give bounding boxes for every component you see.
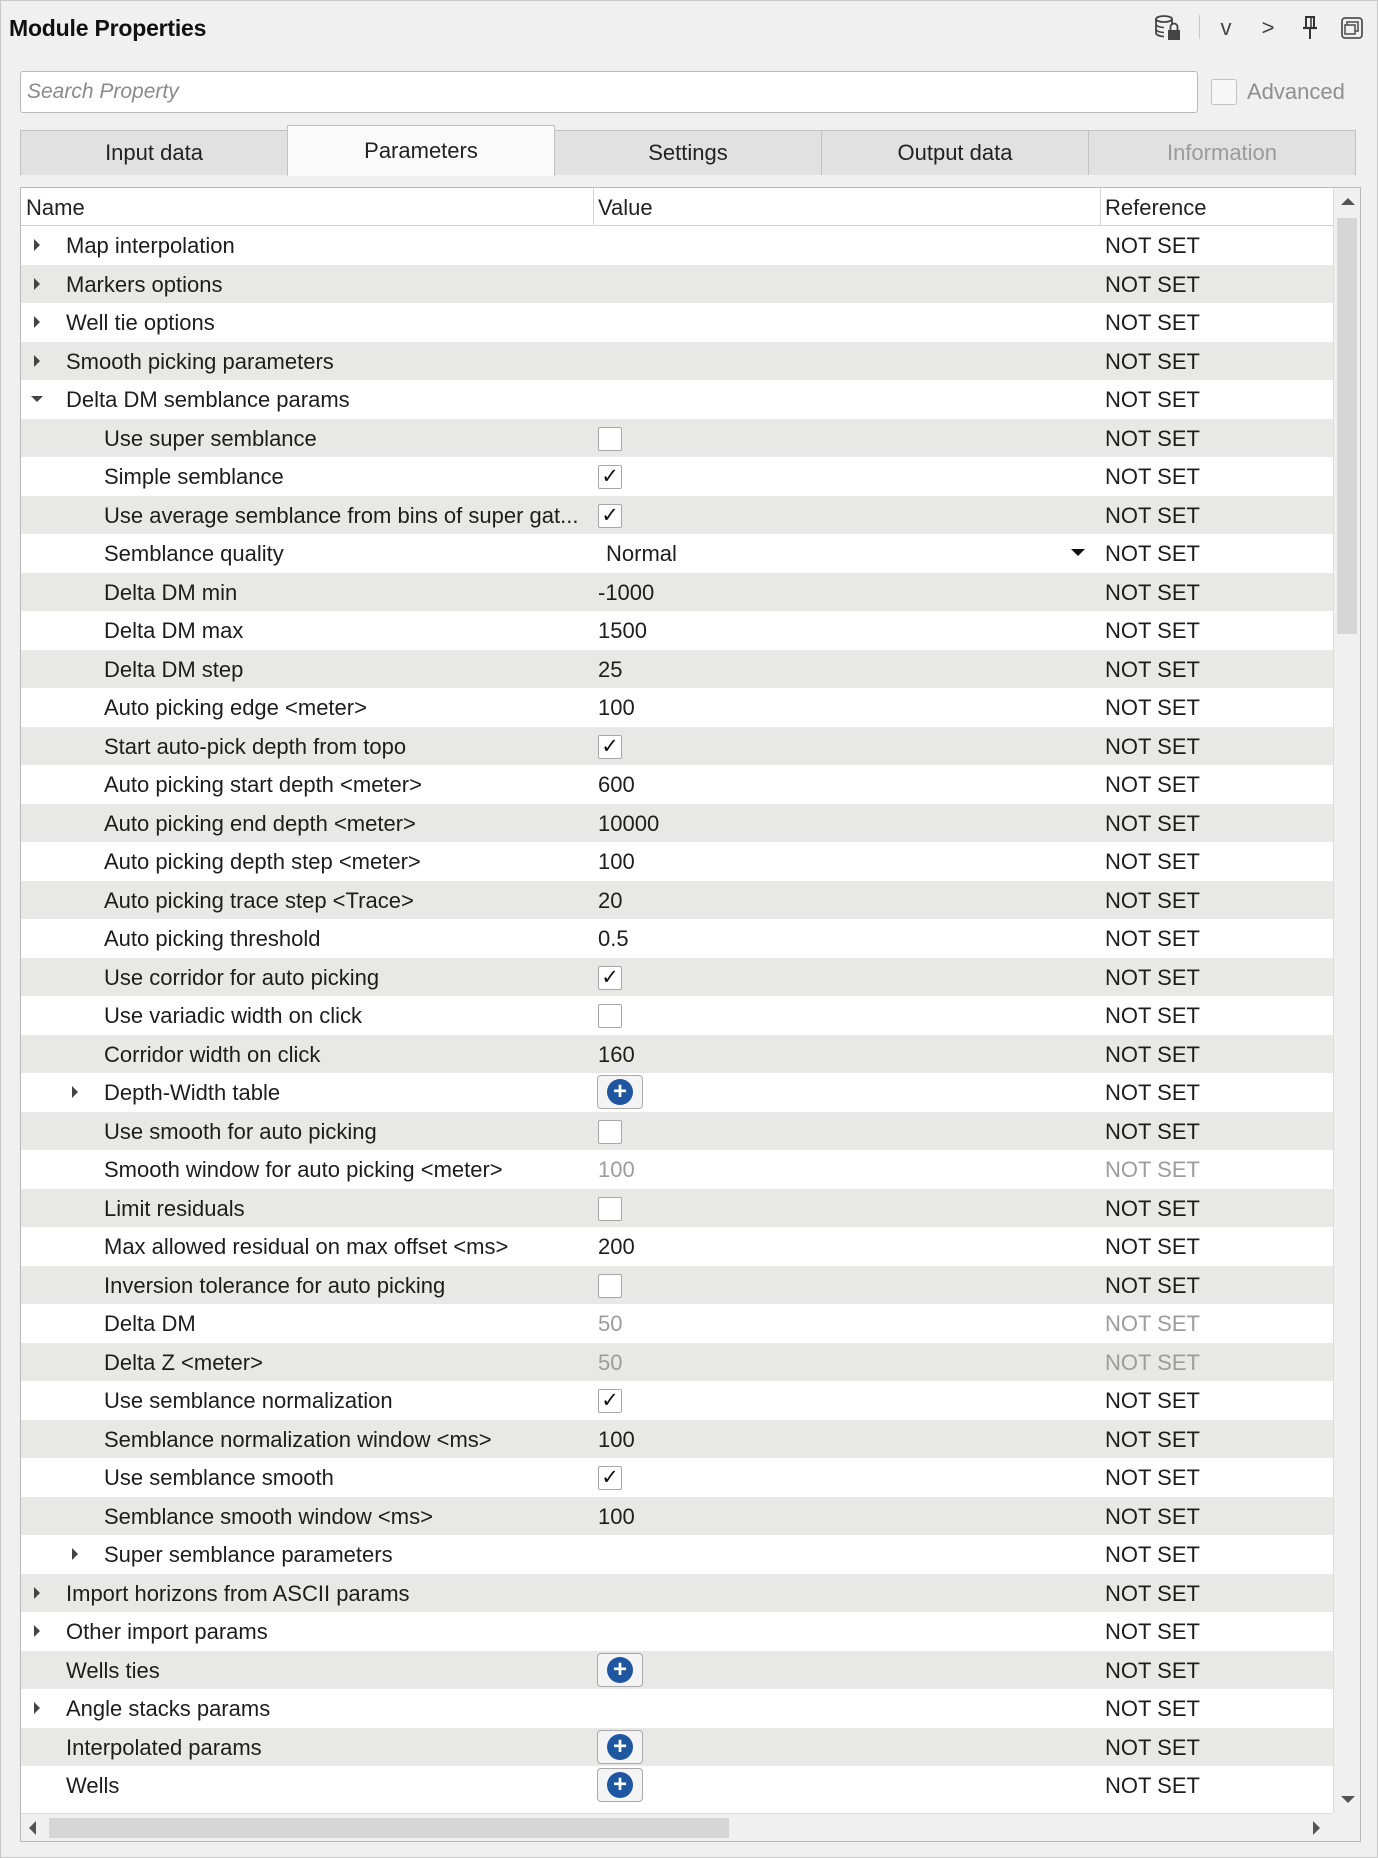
- expand-arrow-icon[interactable]: [29, 303, 45, 342]
- add-item-button[interactable]: [597, 1730, 643, 1764]
- property-name: Delta DM max: [104, 618, 244, 643]
- property-reference: NOT SET: [1105, 1388, 1200, 1413]
- property-name: Use semblance smooth: [104, 1465, 334, 1490]
- grid-header: [21, 188, 1333, 226]
- property-row[interactable]: [21, 265, 1333, 304]
- triangle-right-icon: [34, 355, 40, 367]
- property-name: Auto picking start depth <meter>: [104, 772, 422, 797]
- property-name: Interpolated params: [66, 1734, 262, 1760]
- property-name: Use super semblance: [104, 425, 317, 451]
- horizontal-scrollbar[interactable]: [21, 1813, 1333, 1841]
- property-value[interactable]: 100: [598, 1503, 635, 1529]
- property-name: Delta DM: [104, 1311, 196, 1336]
- property-name: Auto picking trace step <Trace>: [104, 887, 414, 913]
- property-checkbox[interactable]: [598, 1197, 622, 1221]
- property-name: Use variadic width on click: [104, 1003, 362, 1028]
- property-row[interactable]: [21, 380, 1333, 419]
- property-name: Max allowed residual on max offset <ms>: [104, 1234, 509, 1259]
- property-reference: NOT SET: [1105, 579, 1200, 605]
- property-row[interactable]: [21, 1304, 1333, 1343]
- property-reference: NOT SET: [1105, 656, 1200, 682]
- add-item-button[interactable]: [597, 1075, 643, 1109]
- property-reference: NOT SET: [1105, 387, 1200, 412]
- property-row[interactable]: [21, 1535, 1333, 1574]
- property-row[interactable]: [21, 1612, 1333, 1651]
- property-row[interactable]: [21, 1343, 1333, 1382]
- property-reference: NOT SET: [1105, 1734, 1200, 1760]
- column-header-value[interactable]: Value: [598, 195, 653, 220]
- scroll-corner: [1333, 1813, 1360, 1841]
- property-checkbox[interactable]: [598, 1274, 622, 1298]
- expand-arrow-icon[interactable]: [67, 1073, 83, 1112]
- property-name: Corridor width on click: [104, 1041, 321, 1067]
- property-name: Limit residuals: [104, 1195, 245, 1221]
- property-reference: NOT SET: [1105, 1426, 1200, 1452]
- property-row[interactable]: [21, 804, 1333, 843]
- search-input[interactable]: [20, 71, 1198, 113]
- plus-circle-icon: +: [607, 1772, 633, 1798]
- tab-settings[interactable]: Settings: [554, 130, 822, 175]
- add-item-button[interactable]: [597, 1653, 643, 1687]
- property-reference: NOT SET: [1105, 772, 1200, 797]
- toolbar-separator: [1199, 15, 1200, 39]
- property-grid: [20, 187, 1361, 1842]
- property-row[interactable]: [21, 727, 1333, 766]
- property-reference: NOT SET: [1105, 1157, 1200, 1182]
- property-name: Delta DM semblance params: [66, 387, 350, 412]
- property-value[interactable]: -1000: [598, 579, 655, 605]
- property-name: Semblance quality: [104, 541, 284, 566]
- advanced-label: Advanced: [1247, 79, 1345, 104]
- expand-arrow-icon[interactable]: [29, 1612, 45, 1651]
- property-name: Use average semblance from bins of super gat...: [104, 502, 579, 528]
- property-row[interactable]: [21, 1150, 1333, 1189]
- property-row[interactable]: [21, 1574, 1333, 1613]
- property-value: 50: [598, 1349, 623, 1375]
- property-row[interactable]: [21, 1458, 1333, 1497]
- tab-output-data[interactable]: Output data: [821, 130, 1089, 175]
- property-reference: NOT SET: [1105, 1003, 1200, 1028]
- scroll-right-icon[interactable]: [1313, 1821, 1320, 1835]
- property-reference: NOT SET: [1105, 887, 1200, 913]
- expand-arrow-icon[interactable]: [29, 1689, 45, 1728]
- property-row[interactable]: [21, 1381, 1333, 1420]
- property-row[interactable]: [21, 1189, 1333, 1228]
- property-row[interactable]: [21, 919, 1333, 958]
- property-checkbox[interactable]: ✓: [598, 504, 622, 528]
- advanced-toggle[interactable]: [1211, 79, 1345, 105]
- vertical-scrollbar[interactable]: [1333, 188, 1360, 1813]
- horizontal-scroll-thumb[interactable]: [49, 1818, 729, 1838]
- property-reference: NOT SET: [1105, 1195, 1200, 1221]
- triangle-right-icon: [72, 1086, 78, 1098]
- tab-input-data[interactable]: Input data: [20, 130, 288, 175]
- property-checkbox[interactable]: [598, 1120, 622, 1144]
- property-row[interactable]: [21, 650, 1333, 689]
- property-row[interactable]: [21, 1073, 1333, 1112]
- property-row[interactable]: [21, 342, 1333, 381]
- property-name: Auto picking end depth <meter>: [104, 810, 416, 836]
- property-reference: NOT SET: [1105, 964, 1200, 990]
- scroll-left-icon[interactable]: [29, 1821, 36, 1835]
- property-reference: NOT SET: [1105, 926, 1200, 951]
- property-reference: NOT SET: [1105, 1619, 1200, 1644]
- property-row[interactable]: [21, 457, 1333, 496]
- property-value[interactable]: 10000: [598, 810, 660, 836]
- property-reference: NOT SET: [1105, 425, 1200, 451]
- property-row[interactable]: [21, 1689, 1333, 1728]
- property-name: Smooth window for auto picking <meter>: [104, 1157, 503, 1182]
- property-value[interactable]: 100: [598, 1426, 635, 1452]
- property-name: Inversion tolerance for auto picking: [104, 1272, 446, 1298]
- property-value[interactable]: 200: [598, 1234, 635, 1259]
- property-row[interactable]: [21, 881, 1333, 920]
- property-reference: NOT SET: [1105, 733, 1200, 759]
- property-name: Use corridor for auto picking: [104, 964, 380, 990]
- database-lock-icon[interactable]: [1153, 13, 1183, 43]
- property-reference: NOT SET: [1105, 1080, 1200, 1105]
- property-row[interactable]: [21, 842, 1333, 881]
- property-dropdown[interactable]: Normal: [606, 541, 677, 566]
- title-bar: [1, 1, 1377, 55]
- property-value[interactable]: 25: [598, 656, 623, 682]
- property-name: Auto picking threshold: [104, 926, 321, 951]
- tab-bar: [20, 125, 1360, 175]
- scroll-up-icon[interactable]: [1341, 198, 1355, 205]
- expand-arrow-icon[interactable]: [29, 226, 45, 265]
- property-reference: NOT SET: [1105, 1272, 1200, 1298]
- property-checkbox[interactable]: ✓: [598, 966, 622, 990]
- property-value: 50: [598, 1311, 623, 1336]
- float-window-icon[interactable]: [1337, 13, 1367, 43]
- property-reference: NOT SET: [1105, 1234, 1200, 1259]
- property-reference: NOT SET: [1105, 464, 1200, 489]
- scroll-down-icon[interactable]: [1341, 1796, 1355, 1803]
- property-reference: NOT SET: [1105, 1041, 1200, 1067]
- property-name: Markers options: [66, 271, 223, 297]
- property-reference: NOT SET: [1105, 233, 1200, 258]
- property-name: Delta Z <meter>: [104, 1349, 263, 1375]
- property-row[interactable]: [21, 534, 1333, 573]
- property-checkbox[interactable]: ✓: [598, 1466, 622, 1490]
- property-row[interactable]: [21, 573, 1333, 612]
- column-header-reference[interactable]: Reference: [1105, 195, 1207, 220]
- property-row[interactable]: [21, 1728, 1333, 1767]
- property-reference: NOT SET: [1105, 1773, 1200, 1798]
- triangle-right-icon: [34, 1587, 40, 1599]
- property-reference: NOT SET: [1105, 1311, 1200, 1336]
- panel-title: Module Properties: [9, 15, 207, 41]
- vertical-scroll-thumb[interactable]: [1337, 218, 1357, 634]
- property-row[interactable]: [21, 1651, 1333, 1690]
- property-reference: NOT SET: [1105, 541, 1200, 566]
- property-row[interactable]: [21, 996, 1333, 1035]
- property-name: Delta DM step: [104, 656, 244, 682]
- property-row[interactable]: [21, 1227, 1333, 1266]
- property-name: Semblance normalization window <ms>: [104, 1426, 492, 1452]
- property-reference: NOT SET: [1105, 1503, 1200, 1529]
- property-checkbox[interactable]: [598, 427, 622, 451]
- triangle-right-icon: [34, 239, 40, 251]
- property-name: Super semblance parameters: [104, 1542, 393, 1567]
- property-row[interactable]: [21, 226, 1333, 265]
- property-row[interactable]: [21, 1112, 1333, 1151]
- property-name: Angle stacks params: [66, 1696, 271, 1721]
- property-row[interactable]: [21, 1035, 1333, 1074]
- tab-parameters[interactable]: Parameters: [287, 125, 555, 176]
- pin-icon[interactable]: [1295, 13, 1325, 43]
- property-value[interactable]: 160: [598, 1041, 635, 1067]
- triangle-down-icon: [31, 396, 43, 402]
- property-reference: NOT SET: [1105, 310, 1200, 335]
- plus-circle-icon: +: [607, 1734, 633, 1760]
- property-name: Smooth picking parameters: [66, 348, 334, 374]
- property-reference: NOT SET: [1105, 1349, 1200, 1375]
- property-name: Use smooth for auto picking: [104, 1118, 377, 1144]
- property-row[interactable]: [21, 958, 1333, 997]
- expand-arrow-icon[interactable]: [29, 342, 45, 381]
- property-row[interactable]: [21, 1420, 1333, 1459]
- collapse-arrow-icon[interactable]: [29, 380, 45, 419]
- property-name: Semblance smooth window <ms>: [104, 1503, 433, 1529]
- property-reference: NOT SET: [1105, 810, 1200, 836]
- property-value[interactable]: 1500: [598, 618, 647, 643]
- property-checkbox[interactable]: [598, 1004, 622, 1028]
- property-row[interactable]: [21, 611, 1333, 650]
- property-value[interactable]: 20: [598, 887, 623, 913]
- property-row[interactable]: [21, 688, 1333, 727]
- property-row[interactable]: [21, 419, 1333, 458]
- chevron-right-icon[interactable]: >: [1261, 15, 1275, 40]
- property-name: Use semblance normalization: [104, 1388, 393, 1413]
- property-reference: NOT SET: [1105, 1657, 1200, 1683]
- property-value[interactable]: 600: [598, 772, 635, 797]
- property-value[interactable]: 100: [598, 849, 635, 874]
- property-row[interactable]: [21, 1766, 1333, 1805]
- add-item-button[interactable]: [597, 1768, 643, 1802]
- property-name: Auto picking depth step <meter>: [104, 849, 421, 874]
- triangle-right-icon: [34, 1702, 40, 1714]
- dropdown-arrow-icon[interactable]: [1071, 549, 1085, 556]
- triangle-right-icon: [34, 1625, 40, 1637]
- column-header-name[interactable]: Name: [26, 195, 85, 220]
- expand-arrow-icon[interactable]: [29, 1574, 45, 1613]
- property-row[interactable]: [21, 1266, 1333, 1305]
- property-row[interactable]: [21, 765, 1333, 804]
- property-row[interactable]: [21, 496, 1333, 535]
- plus-circle-icon: +: [607, 1079, 633, 1105]
- property-name: Auto picking edge <meter>: [104, 695, 367, 720]
- property-reference: NOT SET: [1105, 695, 1200, 720]
- triangle-right-icon: [72, 1548, 78, 1560]
- property-value[interactable]: 0.5: [598, 926, 629, 951]
- property-checkbox[interactable]: ✓: [598, 735, 622, 759]
- property-value[interactable]: 100: [598, 695, 635, 720]
- property-name: Well tie options: [66, 310, 215, 335]
- property-reference: NOT SET: [1105, 502, 1200, 528]
- property-row[interactable]: [21, 303, 1333, 342]
- property-name: Import horizons from ASCII params: [66, 1580, 410, 1606]
- property-row[interactable]: [21, 1497, 1333, 1536]
- property-checkbox[interactable]: ✓: [598, 465, 622, 489]
- property-reference: NOT SET: [1105, 271, 1200, 297]
- plus-circle-icon: +: [607, 1657, 633, 1683]
- expand-arrow-icon[interactable]: [29, 265, 45, 304]
- property-name: Start auto-pick depth from topo: [104, 733, 407, 759]
- property-value: 100: [598, 1157, 635, 1182]
- tab-information: Information: [1088, 130, 1356, 175]
- property-name: Other import params: [66, 1619, 268, 1644]
- property-name: Delta DM min: [104, 579, 238, 605]
- property-reference: NOT SET: [1105, 1580, 1200, 1606]
- property-reference: NOT SET: [1105, 618, 1200, 643]
- property-name: Map interpolation: [66, 233, 235, 258]
- property-name: Simple semblance: [104, 464, 284, 489]
- advanced-checkbox[interactable]: [1211, 79, 1237, 105]
- property-reference: NOT SET: [1105, 1465, 1200, 1490]
- property-reference: NOT SET: [1105, 1696, 1200, 1721]
- property-reference: NOT SET: [1105, 348, 1200, 374]
- property-name: Wells ties: [66, 1657, 160, 1683]
- chevron-down-icon[interactable]: v: [1220, 15, 1232, 40]
- property-reference: NOT SET: [1105, 849, 1200, 874]
- property-reference: NOT SET: [1105, 1118, 1200, 1144]
- property-checkbox[interactable]: ✓: [598, 1389, 622, 1413]
- property-reference: NOT SET: [1105, 1542, 1200, 1567]
- property-name: Wells: [66, 1773, 120, 1798]
- expand-arrow-icon[interactable]: [67, 1535, 83, 1574]
- property-rows: [21, 226, 1333, 1805]
- property-name: Depth-Width table: [104, 1080, 281, 1105]
- triangle-right-icon: [34, 316, 40, 328]
- triangle-right-icon: [34, 278, 40, 290]
